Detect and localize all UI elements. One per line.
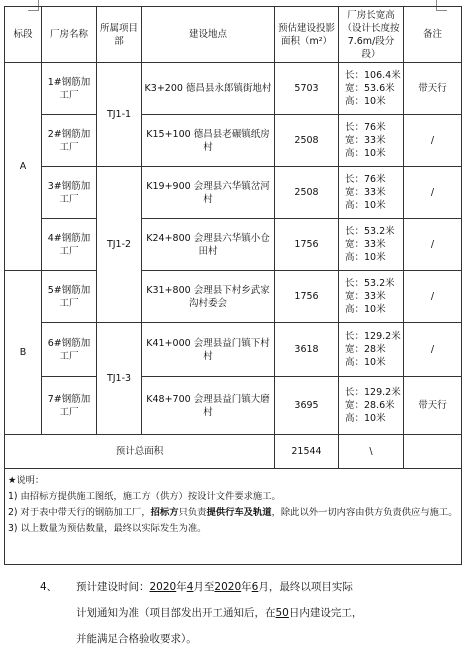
plant-table bbox=[4, 6, 462, 565]
dims-cell: 长：76米 宽：33米 高：10米 bbox=[339, 167, 404, 219]
dept-cell-tj1-1: TJ1-1 bbox=[97, 63, 142, 167]
area-cell: 3695 bbox=[275, 377, 339, 435]
dims-cell: 长：76米 宽：33米 高：10米 bbox=[339, 115, 404, 167]
total-row bbox=[5, 435, 462, 469]
dims-cell: 长：53.2米 宽：33米 高：10米 bbox=[339, 271, 404, 323]
location-cell: K15+100 德昌县老碾镇纸房村 bbox=[142, 115, 275, 167]
remark-cell: / bbox=[404, 115, 462, 167]
total-remark bbox=[404, 435, 462, 469]
total-value: 21544 bbox=[275, 435, 339, 469]
area-cell: 1756 bbox=[275, 219, 339, 271]
header-plant-name: 厂房名称 bbox=[42, 7, 97, 63]
plant-name-cell: 5#钢筋加工厂 bbox=[42, 271, 97, 323]
table-row bbox=[5, 115, 462, 167]
table-row bbox=[5, 167, 462, 219]
table-row bbox=[5, 323, 462, 377]
location-cell: K48+700 会理县益门镇大磨村 bbox=[142, 377, 275, 435]
remark-cell: / bbox=[404, 271, 462, 323]
header-project-dept: 所属项目部 bbox=[97, 7, 142, 63]
header-dims: 厂房长宽高（设计长度按7.6m/段分段） bbox=[339, 7, 404, 63]
dims-cell: 长：129.2米 宽：28米 高：10米 bbox=[339, 323, 404, 377]
plant-name-cell: 1#钢筋加工厂 bbox=[42, 63, 97, 115]
remark-cell: / bbox=[404, 323, 462, 377]
table-row bbox=[5, 271, 462, 323]
table-row bbox=[5, 377, 462, 435]
dims-cell: 长：129.2米 宽：28.6米 高：10米 bbox=[339, 377, 404, 435]
table-row bbox=[5, 219, 462, 271]
location-cell: K3+200 德昌县永郎镇街地村 bbox=[142, 63, 275, 115]
area-cell: 1756 bbox=[275, 271, 339, 323]
note-2: 2) 对于表中带天行的钢筋加工厂，招标方只负责提供行车及轨道，除此以外一切内容由供方负责供应与施工。 bbox=[8, 507, 458, 518]
location-cell: K19+900 会理县六华镇岔河村 bbox=[142, 167, 275, 219]
notes-title: ★说明： bbox=[8, 475, 45, 486]
schedule-line-3: 并能满足合格验收要求）。 bbox=[76, 633, 197, 645]
dept-cell-tj1-2: TJ1-2 bbox=[97, 167, 142, 323]
dims-cell: 长：106.4米 宽：53.6米 高：10米 bbox=[339, 63, 404, 115]
total-label: 预计总面积 bbox=[5, 435, 275, 469]
area-cell: 5703 bbox=[275, 63, 339, 115]
notes-cell bbox=[5, 469, 462, 565]
header-area: 预估建设投影面积（m²） bbox=[275, 7, 339, 63]
area-cell: 2508 bbox=[275, 115, 339, 167]
remark-cell: / bbox=[404, 219, 462, 271]
section-cell-b: B bbox=[5, 271, 42, 435]
area-cell: 3618 bbox=[275, 323, 339, 377]
header-location: 建设地点 bbox=[142, 7, 275, 63]
location-cell: K31+800 会理县下村乡武家沟村委会 bbox=[142, 271, 275, 323]
dept-cell-tj1-3: TJ1-3 bbox=[97, 323, 142, 435]
dims-cell: 长：53.2米 宽：33米 高：10米 bbox=[339, 219, 404, 271]
note-1: 1) 由招标方提供施工图纸，施工方（供方）按设计文件要求施工。 bbox=[8, 491, 281, 502]
header-remark: 备注 bbox=[404, 7, 462, 63]
plant-name-cell: 6#钢筋加工厂 bbox=[42, 323, 97, 377]
plant-name-cell: 4#钢筋加工厂 bbox=[42, 219, 97, 271]
header-section: 标段 bbox=[5, 7, 42, 63]
schedule-paragraph bbox=[40, 574, 460, 652]
area-cell: 2508 bbox=[275, 167, 339, 219]
schedule-line-1: 4、 预计建设时间：2020年4月至2020年6月，最终以项目实际 bbox=[40, 581, 353, 593]
remark-cell: 带天行 bbox=[404, 377, 462, 435]
note-3: 3) 以上数量为预估数量，最终以实际发生为准。 bbox=[8, 523, 207, 534]
section-cell-a: A bbox=[5, 63, 42, 271]
schedule-line-2: 计划通知为准（项目部发出开工通知后，在50日内建设完工， bbox=[76, 607, 363, 619]
total-dims: \ bbox=[339, 435, 404, 469]
table-row bbox=[5, 63, 462, 115]
plant-name-cell: 2#钢筋加工厂 bbox=[42, 115, 97, 167]
location-cell: K24+800 会理县六华镇小仓田村 bbox=[142, 219, 275, 271]
plant-name-cell: 7#钢筋加工厂 bbox=[42, 377, 97, 435]
plant-name-cell: 3#钢筋加工厂 bbox=[42, 167, 97, 219]
location-cell: K41+000 会理县益门镇下村村 bbox=[142, 323, 275, 377]
remark-cell: / bbox=[404, 167, 462, 219]
notes-row bbox=[5, 469, 462, 565]
remark-cell: 带天行 bbox=[404, 63, 462, 115]
header-row bbox=[5, 7, 462, 63]
